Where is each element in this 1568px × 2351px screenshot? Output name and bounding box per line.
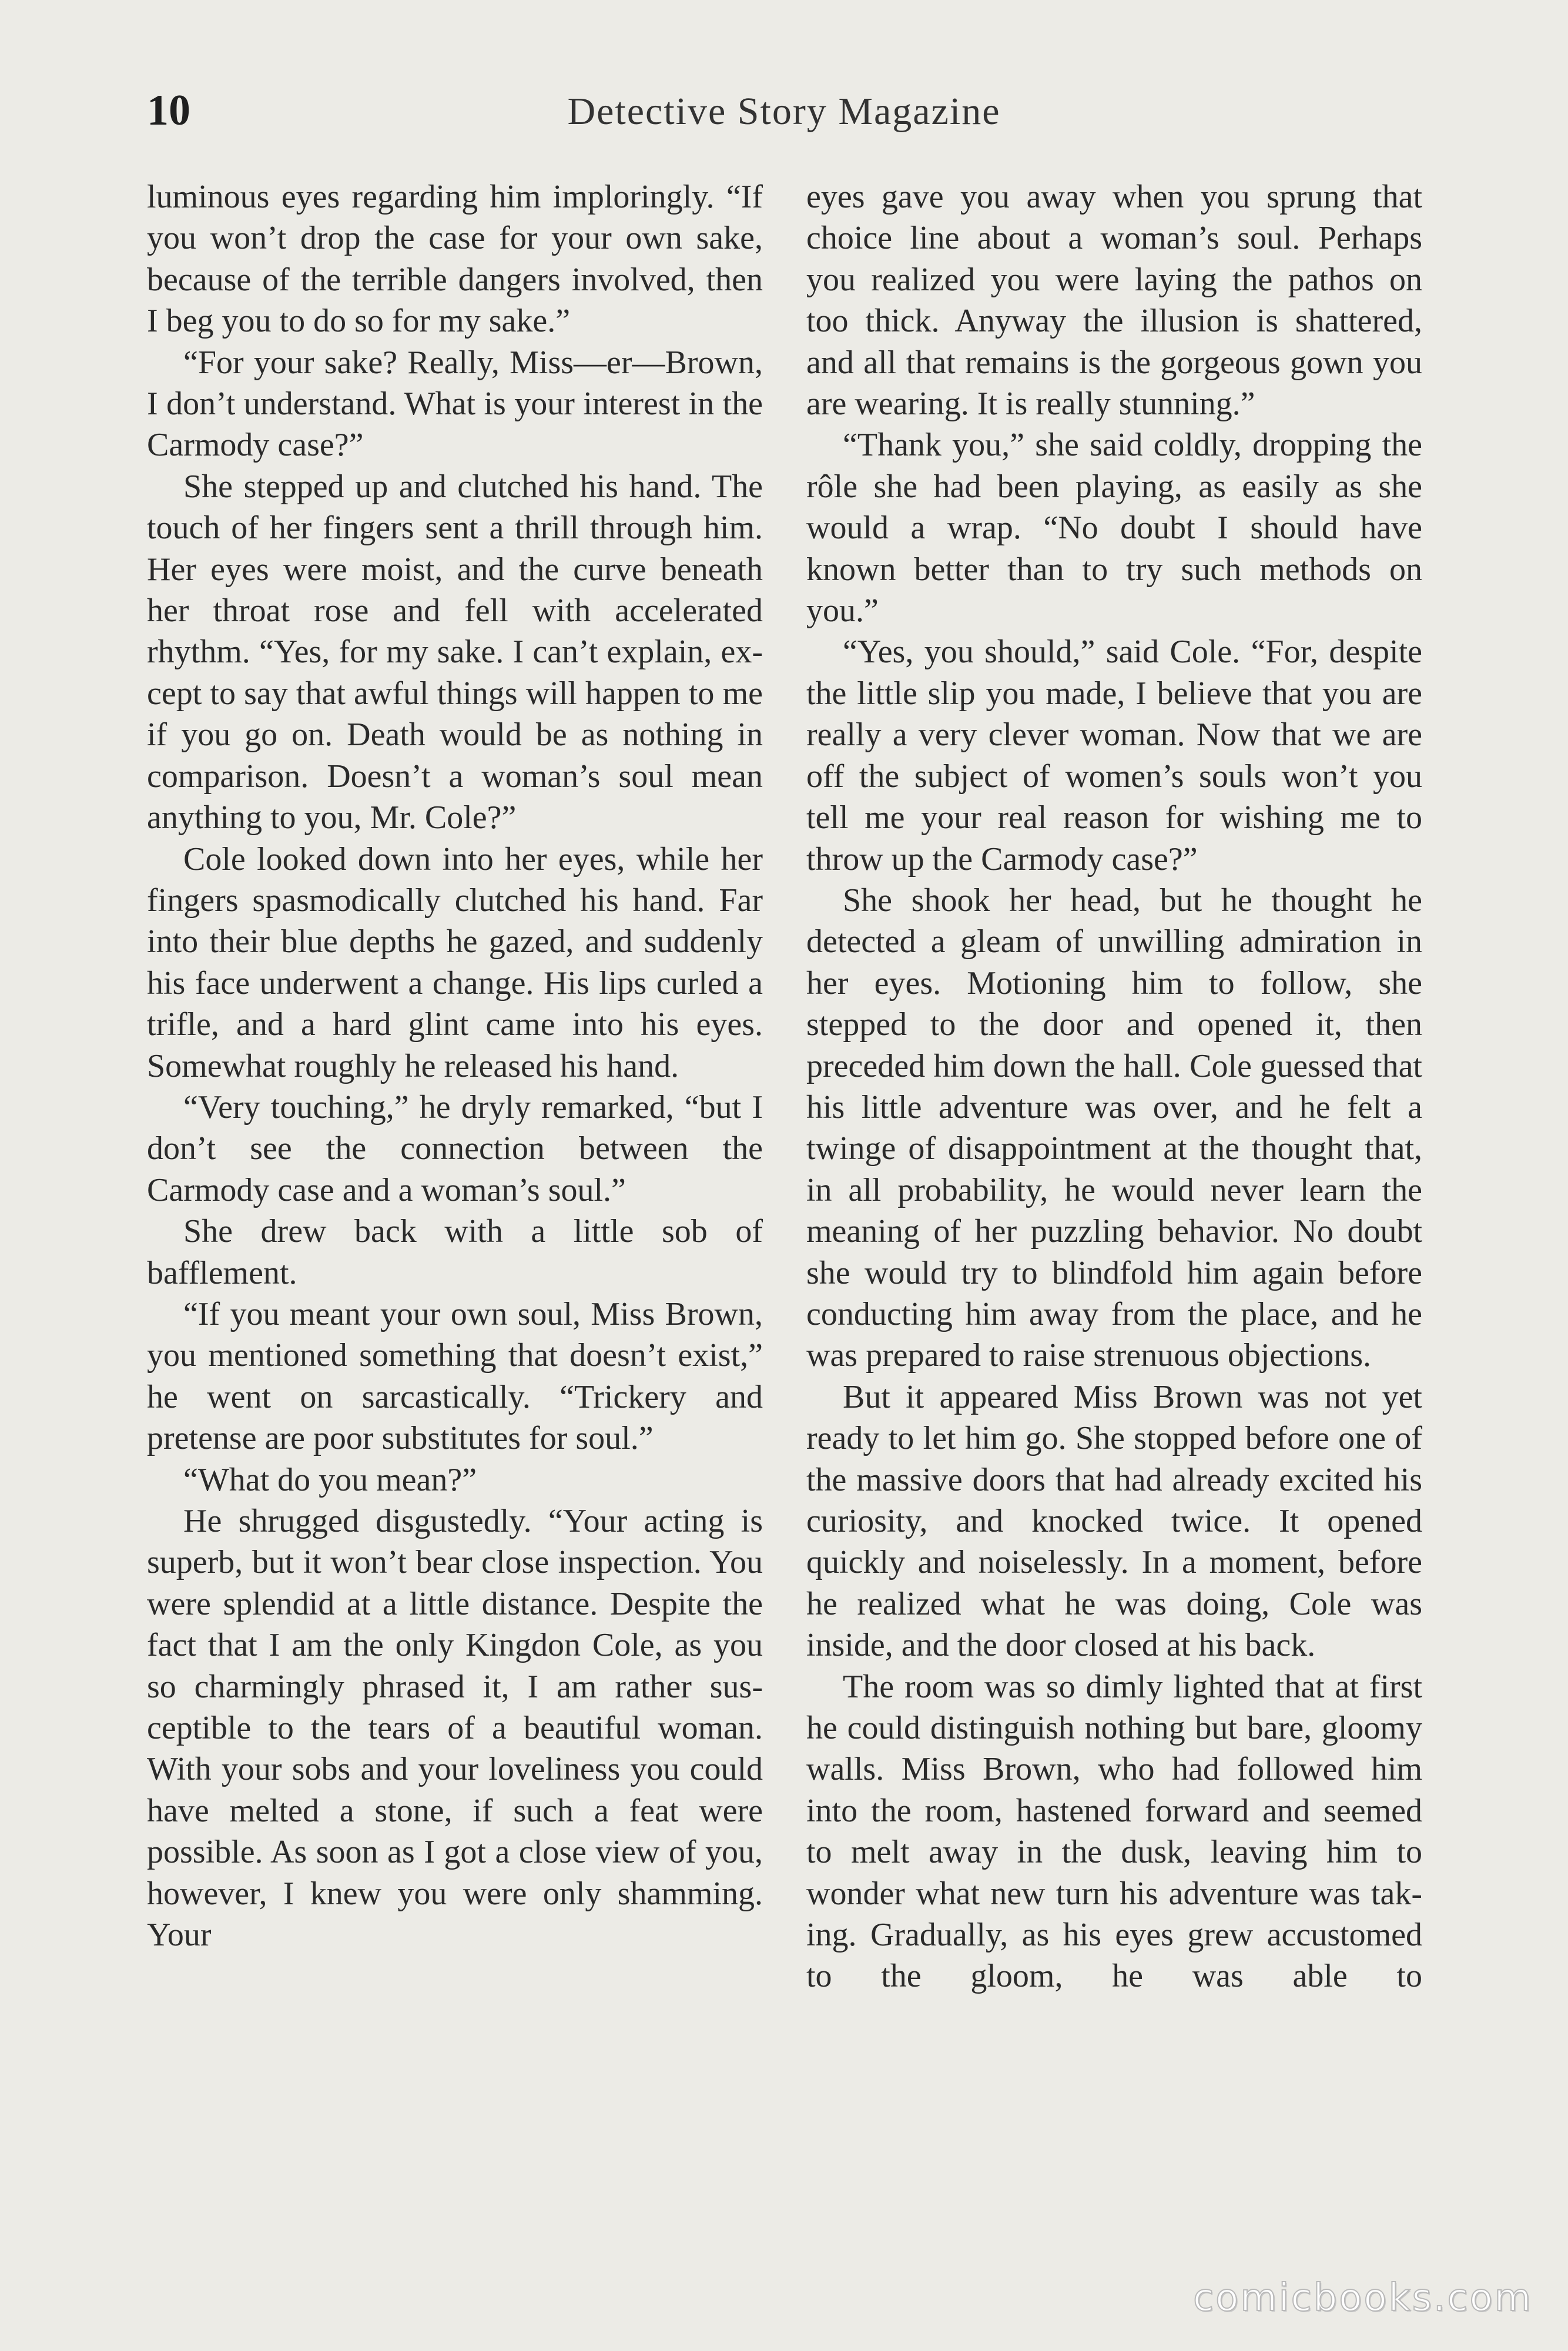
paragraph: Cole looked down into her eyes, while her fingers spasmodically clutched his hand. Far into their blue depths he gazed, and suddenly his face underwent a change. His lips curled a trifle, and a hard glint came into his eyes. Somewhat roughly he released his hand. xyxy=(147,840,763,1084)
paragraph: “Thank you,” she said coldly, dropping the rôle she had been playing, as easily as she would a wrap. “No doubt I should have known better than to try such methods on you.” xyxy=(806,427,1422,629)
paragraph: “For your sake? Really, Miss—er—Brown, I don’t understand. What is your interest in the Carmody case?” xyxy=(147,344,763,464)
left-text-column xyxy=(147,176,763,1955)
watermark: comicbooks.com xyxy=(1192,2276,1533,2320)
paragraph: luminous eyes regarding him imploringly. “If you won’t drop the case for your own sake, because of the terrible dangers involved, then I beg you to do so for my sake.” xyxy=(147,179,763,340)
page-header xyxy=(0,0,1568,176)
paragraph: She stepped up and clutched his hand. The touch of her fingers sent a thrill through him. Her eyes were moist, and the curve beneath her throat rose and fell with accelerated rhythm. “Yes, for my sake. I can’t explain, except to say that awful things will happen to me if you go on. Death would be as nothing in comparison. Doesn’t a woman’s soul mean anything to you, Mr. Cole?” xyxy=(147,468,763,836)
paragraph: eyes gave you away when you sprung that choice line about a woman’s soul. Perhaps you realized you were laying the pathos on too thick. Anyway the illusion is shattered, and all that remains is the gorgeous gown you are wearing. It is really stunning.” xyxy=(806,179,1422,423)
right-text-column xyxy=(806,176,1422,1997)
paragraph: “If you meant your own soul, Miss Brown, you mentioned something that doesn’t exist,” he went on sarcastically. “Trickery and pretense are poor substitutes for soul.” xyxy=(147,1295,763,1457)
paragraph: But it appeared Miss Brown was not yet ready to let him go. She stopped before one of the massive doors that had already excited his curiosity, and knocked twice. It opened quickly and noiselessly. In a moment, before he realized what he was doing, Cole was inside, and the door closed at his back. xyxy=(806,1378,1422,1664)
running-title: Detective Story Magazine xyxy=(567,90,1001,133)
paragraph: “Very touching,” he dryly remarked, “but I don’t see the connection between the Carmody case and a woman’s soul.” xyxy=(147,1089,763,1208)
paragraph: She shook her head, but he thought he detected a gleam of unwilling admiration in her eyes. Motioning him to follow, she stepped to the door and opened it, then preceded him down the hall. Cole guessed that his little adventure was over, and he felt a twinge of disappointment at the thought that, in all probability, he would never learn the meaning of her puzzling behavior. No doubt she would try to blindfold him again before conducting him away from the place, and he was prepared to raise strenuous objections. xyxy=(806,882,1422,1374)
paragraph: “Yes, you should,” said Cole. “For, despite the little slip you made, I believe that you are really a very clever woman. Now that we are off the subject of women’s souls won’t you tell me your real reason for wishing me to throw up the Carmody case?” xyxy=(806,634,1422,878)
paragraph: He shrugged disgustedly. “Your acting is superb, but it won’t bear close inspection. You were splendid at a little distance. Despite the fact that I am the only Kingdon Cole, as you so charmingly phrased it, I am rather susceptible to the tears of a beautiful woman. With your sobs and your loveliness you could have melted a stone, if such a feat were possible. As soon as I got a close view of you, however, I knew you were only shamming. Your xyxy=(147,1503,763,1954)
paragraph: The room was so dimly lighted that at first he could distinguish nothing but bare, gloomy walls. Miss Brown, who had followed him into the room, hastened forward and seemed to melt away in the dusk, leaving him to wonder what new turn his adventure was taking. Gradually, as his eyes grew accustomed to the gloom, he was able to xyxy=(806,1668,1422,1995)
paragraph: She drew back with a little sob of bafflement. xyxy=(147,1213,763,1291)
paragraph: “What do you mean?” xyxy=(183,1461,477,1498)
page-number: 10 xyxy=(147,86,190,135)
